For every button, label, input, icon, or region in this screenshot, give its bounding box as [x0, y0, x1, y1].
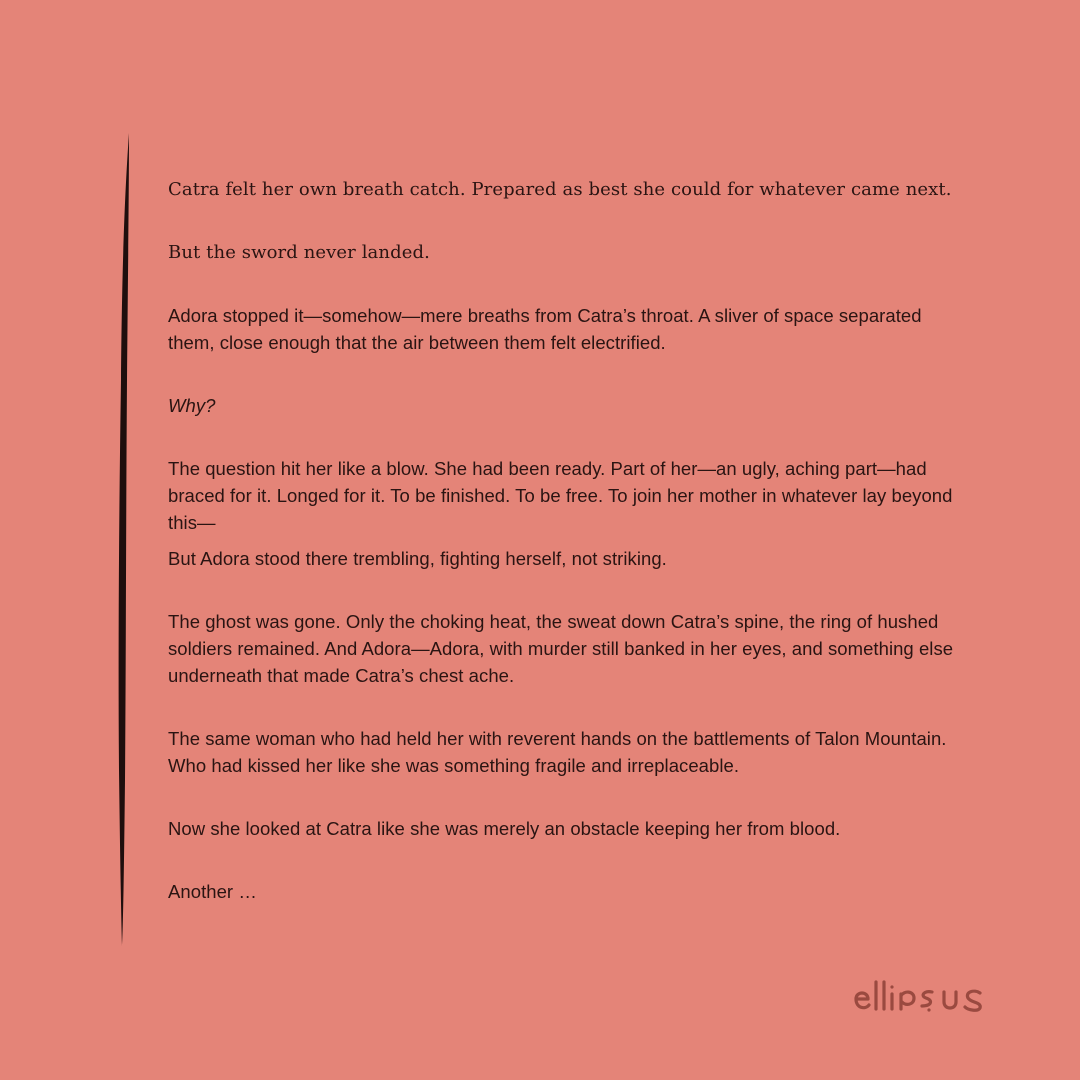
- paragraph: The same woman who had held her with reverent hands on the battlements of Talon Mountain. Who had kissed her like she was something fragile and irreplaceable.: [168, 728, 947, 776]
- story-passage: [168, 176, 958, 905]
- margin-brush-stroke: [112, 130, 136, 950]
- paragraph: Another …: [168, 881, 257, 902]
- ellipsus-logo: [852, 972, 1006, 1014]
- paragraph: Catra felt her own breath catch. Prepared as best she could for whatever came next.: [168, 179, 952, 200]
- paragraph: But Adora stood there trembling, fighting herself, not striking.: [168, 548, 667, 569]
- paragraph-italic: Why?: [168, 395, 216, 416]
- paragraph: Adora stopped it—somehow—mere breaths from Catra’s throat. A sliver of space separated them, close enough that the air between them felt electrified.: [168, 305, 922, 353]
- paragraph: The ghost was gone. Only the choking heat, the sweat down Catra’s spine, the ring of hushed soldiers remained. And Adora—Adora, with murder still banked in her eyes, and something else underneath that made Catra’s chest ache.: [168, 611, 954, 686]
- paragraph: But the sword never landed.: [168, 242, 430, 263]
- paragraph: The question hit her like a blow. She had been ready. Part of her—an ugly, aching part—had braced for it. Longed for it. To be finished. To be free. To join her mother in whatever lay beyond this—: [168, 458, 953, 533]
- paragraph: Now she looked at Catra like she was merely an obstacle keeping her from blood.: [168, 818, 841, 839]
